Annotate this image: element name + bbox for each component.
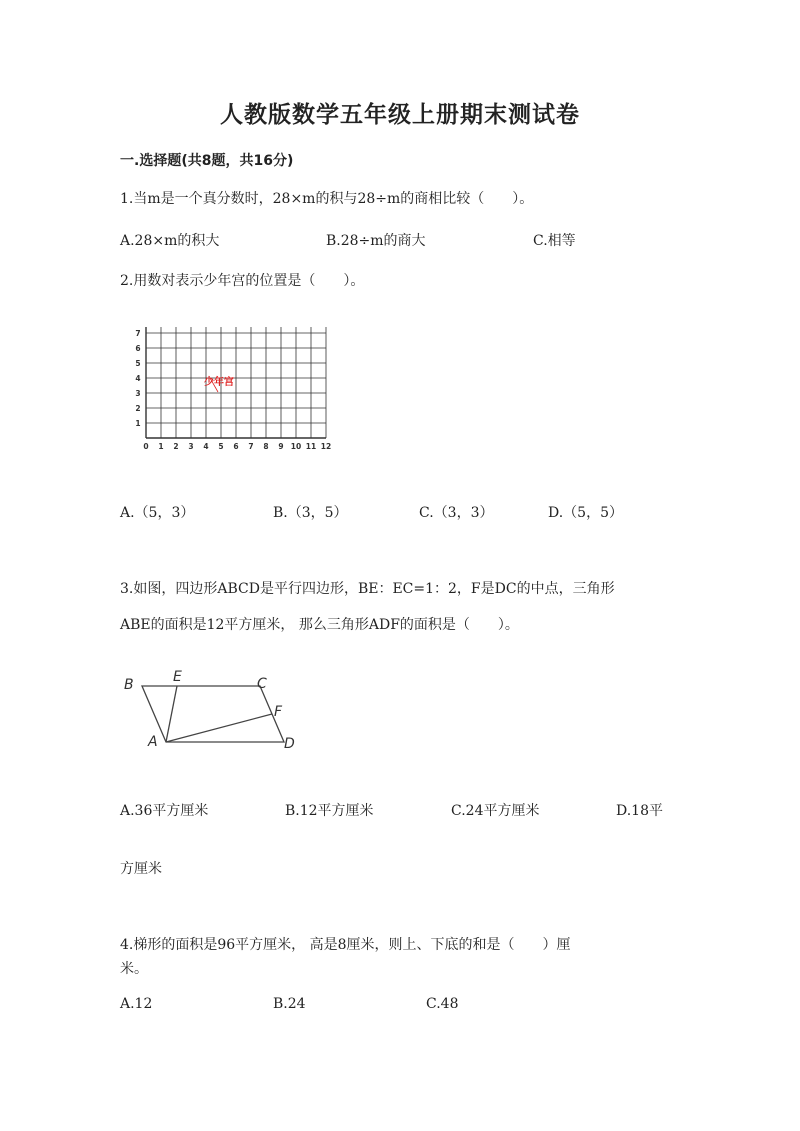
page-title: 人教版数学五年级上册期末测试卷 [220,102,580,128]
question-3-option-d-wrap: 方厘米 [120,861,162,877]
question-1-option-a: A.28×m的积大 [120,233,220,249]
question-3-option-c: C.24平方厘米 [451,803,540,819]
question-2-option-b: B.（3，5） [273,505,348,521]
grid-lines [146,327,326,438]
x-tick-label: 0 [143,442,149,451]
coordinate-grid-figure [124,322,338,454]
youth-palace-marker: 少年宫 [204,377,234,388]
label-f: F [274,704,283,720]
parallelogram-abcd [142,686,284,742]
question-2-text: 2.用数对表示少年宫的位置是（ ）。 [120,273,365,289]
question-1-option-b: B.28÷m的商大 [326,233,426,249]
question-3-option-a: A.36平方厘米 [120,803,209,819]
y-tick-label: 4 [135,374,141,383]
question-4-text-line-2: 米。 [120,961,148,977]
x-tick-label: 11 [305,442,317,451]
section-heading: 一.选择题(共8题，共16分) [120,153,294,169]
question-4-option-c: C.48 [426,996,459,1012]
y-tick-label: 5 [135,359,141,368]
question-2-option-a: A.（5，3） [120,505,195,521]
segment-ae [166,686,177,742]
x-tick-label: 3 [188,442,194,451]
y-tick-label: 7 [135,329,141,338]
question-2-option-d: D.（5，5） [548,505,623,521]
question-4-text-line-1: 4.梯形的面积是96平方厘米， 高是8厘米，则上、下底的和是（ ）厘 [120,937,571,953]
x-tick-label: 10 [290,442,302,451]
question-1-option-c: C.相等 [533,233,576,249]
question-3-option-d: D.18平 [616,803,663,819]
y-tick-label: 2 [135,404,141,413]
question-4-option-b: B.24 [273,996,306,1012]
question-1-text: 1.当m是一个真分数时，28×m的积与28÷m的商相比较（ ）。 [120,191,534,207]
x-tick-label: 6 [233,442,239,451]
x-tick-label: 9 [278,442,284,451]
label-c: C [257,676,267,692]
question-4-option-a: A.12 [120,996,153,1012]
y-tick-label: 1 [135,419,141,428]
label-e: E [173,669,182,685]
label-a: A [148,734,158,750]
question-3-text-line-2: ABE的面积是12平方厘米， 那么三角形ADF的面积是（ ）。 [120,617,519,633]
x-tick-label: 12 [320,442,332,451]
x-tick-label: 2 [173,442,179,451]
grid-labels [135,329,331,451]
parallelogram-figure [118,664,318,756]
x-tick-label: 8 [263,442,269,451]
question-2-option-c: C.（3，3） [419,505,494,521]
x-tick-label: 1 [158,442,164,451]
segment-af [166,714,272,742]
y-tick-label: 3 [135,389,141,398]
y-tick-label: 6 [135,344,141,353]
label-b: B [124,677,134,693]
question-3-option-b: B.12平方厘米 [285,803,374,819]
x-tick-label: 7 [248,442,254,451]
question-3-text-line-1: 3.如图，四边形ABCD是平行四边形，BE：EC=1：2，F是DC的中点，三角形 [120,581,615,597]
x-tick-label: 4 [203,442,209,451]
x-tick-label: 5 [218,442,224,451]
label-d: D [284,736,295,752]
